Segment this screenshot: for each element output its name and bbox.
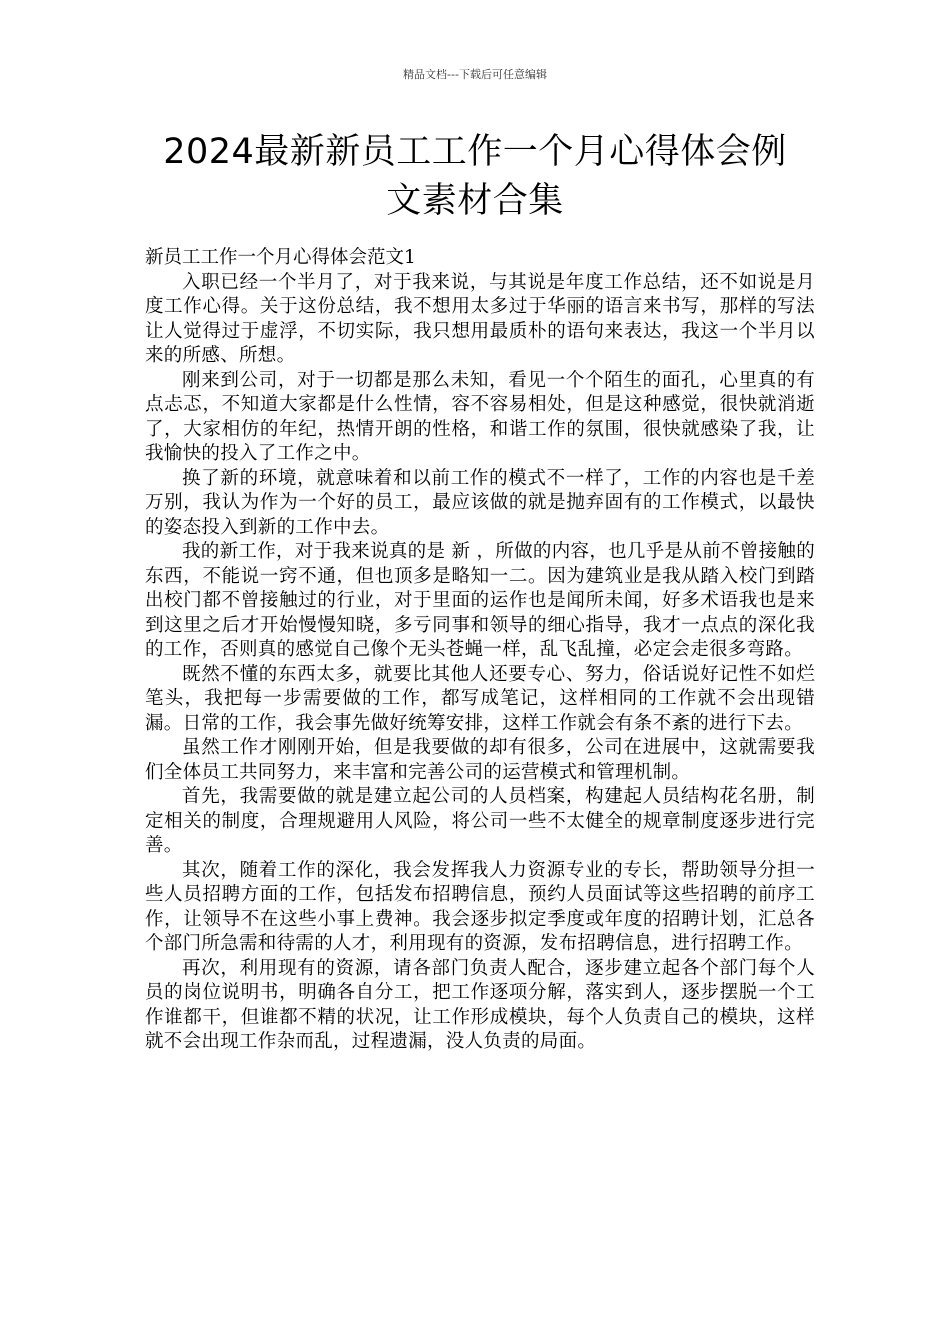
paragraph-7: 首先，我需要做的就是建立起公司的人员档案，构建起人员结构花名册，制定相关的制度，合理规避用人风险，将公司一些不太健全的规章制度逐步进行完善。 (145, 786, 815, 856)
title-line-1: 2024最新新员工工作一个月心得体会例 (163, 132, 787, 172)
paragraph-6: 虽然工作才刚刚开始，但是我要做的却有很多，公司在进展中，这就需要我们全体员工共同努力，来丰富和完善公司的运营模式和管理机制。 (145, 737, 815, 783)
paragraph-5: 既然不懂的东西太多，就要比其他人还要专心、努力，俗话说好记性不如烂笔头，我把每一步需要做的工作，都写成笔记，这样相同的工作就不会出现错漏。日常的工作，我会事先做好统筹安排，这样工作就会有条不紊的进行下去。 (145, 663, 815, 734)
paragraph-2: 刚来到公司，对于一切都是那么未知，看见一个个陌生的面孔，心里真的有点忐忑，不知道大家都是什么性情，容不容易相处，但是这种感觉，很快就消逝了，大家相仿的年纪，热情开朗的性格，和谐工作的氛围，很快就感染了我，让我愉快的投入了工作之中。 (145, 369, 815, 464)
document-title (100, 128, 850, 226)
paragraph-3: 换了新的环境，就意味着和以前工作的模式不一样了，工作的内容也是千差万别，我认为作为一个好的员工，最应该做的就是抛弃固有的工作模式，以最快的姿态投入到新的工作中去。 (145, 467, 815, 538)
title-line-2: 文素材合集 (386, 181, 564, 221)
section-heading: 新员工工作一个月心得体会范文1 (145, 247, 416, 268)
paragraph-1: 入职已经一个半月了，对于我来说，与其说是年度工作总结，还不如说是月度工作心得。关于这份总结，我不想用太多过于华丽的语言来书写，那样的写法让人觉得过于虚浮，不切实际，我只想用最质朴的语句来表达，我这一个半月以来的所感、所想。 (145, 271, 815, 366)
header-note: 精品文档---下载后可任意编辑 (403, 68, 547, 81)
paragraph-9: 再次，利用现有的资源，请各部门负责人配合，逐步建立起各个部门每个人员的岗位说明书，明确各自分工，把工作逐项分解，落实到人，逐步摆脱一个工作谁都干，但谁都不精的状况，让工作形成模块，每个人负责自己的模块，这样就不会出现工作杂而乱，过程遗漏，没人负责的局面。 (145, 957, 815, 1052)
document-body (145, 246, 815, 1055)
paragraph-8: 其次，随着工作的深化，我会发挥我人力资源专业的专长，帮助领导分担一些人员招聘方面的工作，包括发布招聘信息，预约人员面试等这些招聘的前序工作，让领导不在这些小事上费神。我会逐步拟定季度或年度的招聘计划，汇总各个部门所急需和待需的人才，利用现有的资源，发布招聘信息，进行招聘工作。 (145, 859, 815, 954)
paragraph-4: 我的新工作，对于我来说真的是 新 ，所做的内容，也几乎是从前不曾接触的东西，不能说一窍不通，但也顶多是略知一二。因为建筑业是我从踏入校门到踏出校门都不曾接触过的行业，对于里面的运作也是闻所未闻，好多术语我也是来到这里之后才开始慢慢知晓，多亏同事和领导的细心指导，我才一点点的深化我的工作，否则真的感觉自己像个无头苍蝇一样，乱飞乱撞，必定会走很多弯路。 (145, 541, 815, 660)
